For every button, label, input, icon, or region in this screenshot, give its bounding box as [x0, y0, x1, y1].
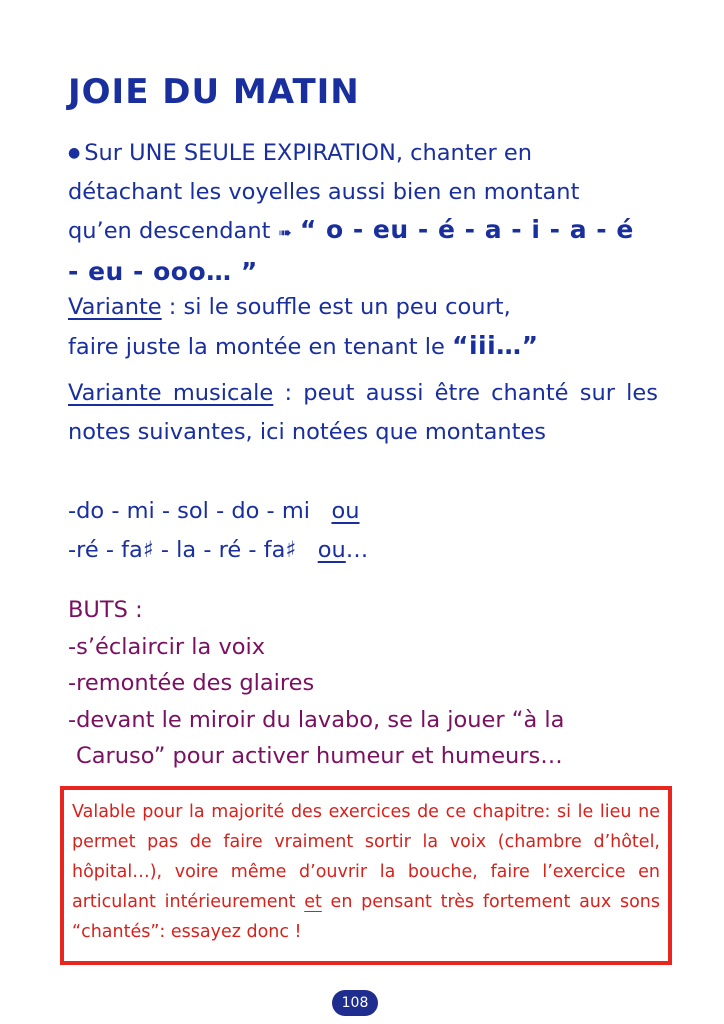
note-box [60, 786, 672, 965]
variante-text-1: : si le souffle est un peu court, [161, 294, 511, 320]
notes-sequence-2: -ré - fa♯ - la - ré - fa♯ [68, 536, 297, 563]
buts-item-2: -remontée des glaires [68, 670, 315, 696]
instruction-text-1: Sur UNE SEULE EXPIRATION, chanter en [84, 140, 532, 166]
variante-label: Variante [68, 294, 162, 320]
buts-item-1: -s’éclaircir la voix [68, 633, 266, 660]
page-number-badge: 108 [332, 990, 378, 1016]
vowel-sequence-a: “ o - eu - é - a - i - a - é [299, 215, 634, 244]
instruction-text-3: qu’en descendant [68, 218, 271, 244]
ou-2-ellipsis: … [345, 536, 369, 563]
instruction-line-3 [68, 211, 658, 253]
buts-heading: BUTS : [68, 597, 143, 623]
vowel-sequence-b: - eu - ooo… ” [68, 256, 258, 286]
variante-iii: “iii…” [452, 330, 539, 360]
page-title: JOIE DU MATIN [68, 72, 360, 112]
note-emphasis-et: et [304, 892, 322, 912]
variante-musicale-text: : peut aussi être chanté sur les notes suivantes, ici notées que montantes [68, 380, 658, 445]
buts-block [68, 592, 668, 775]
instruction-line-2: détachant les voyelles aussi bien en montant [68, 178, 580, 205]
buts-item-3-continued: Caruso” pour activer humeur et humeurs… [76, 743, 563, 769]
variante-block [68, 288, 658, 366]
notes-line-1 [68, 492, 658, 531]
variante-line-1 [68, 288, 658, 327]
buts-item-3: -devant le miroir du lavabo, se la jouer “à la [68, 706, 565, 733]
ou-1: ou [331, 498, 360, 524]
variante-musicale-block [68, 374, 658, 451]
note-text-after: en pensant très fortement aux sons “chantés”: essayez donc ! [72, 892, 661, 942]
variante-musicale-label: Variante musicale [68, 380, 274, 406]
notes-line-2 [68, 531, 658, 570]
variante-text-2: faire juste la montée en tenant le [68, 333, 453, 360]
note-text-before: Valable pour la majorité des exercices de ce chapitre: si le lieu ne permet pas de faire vraiment sortir la voix (chambre d’hôtel, hôpital…), voire même d’ouvrir la bouche, faire l’exercice en articulant intérieurement [72, 802, 660, 912]
notes-block [68, 492, 658, 569]
bullet-icon: ● [68, 145, 81, 161]
arrow-right-icon: ➠ [278, 223, 292, 242]
notes-sequence-1: -do - mi - sol - do - mi [68, 498, 310, 524]
instruction-block [68, 134, 658, 291]
ou-2: ou [317, 536, 346, 563]
variante-line-2 [68, 327, 658, 367]
variante-musicale-paragraph [68, 374, 658, 451]
instruction-line-1 [68, 134, 658, 173]
